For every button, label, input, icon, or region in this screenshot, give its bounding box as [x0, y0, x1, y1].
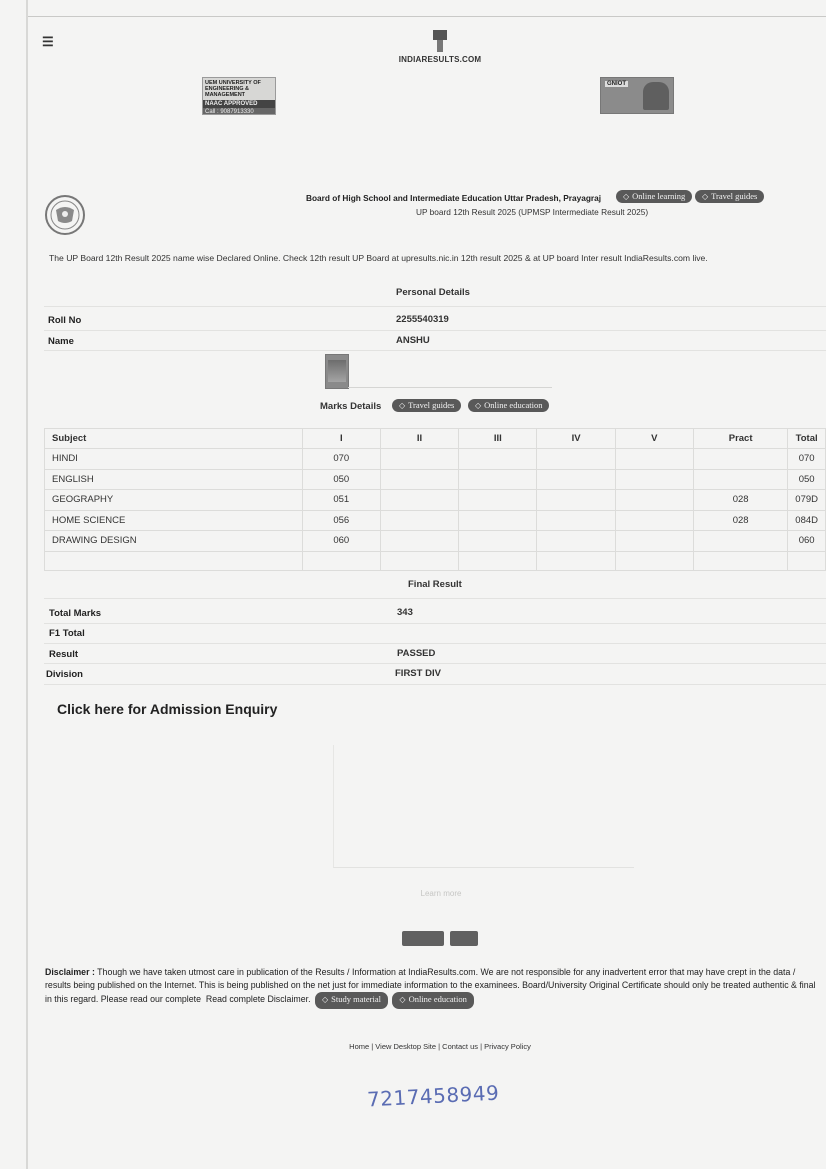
marks-details-title: Marks Details	[320, 401, 382, 412]
tag-icon: ◇	[399, 401, 406, 410]
disclaimer-label: Disclaimer :	[45, 967, 95, 977]
tag-icon: ◇	[399, 995, 406, 1005]
ad-call-number: Call : 9087913330	[203, 108, 275, 115]
ad-box[interactable]	[333, 745, 633, 922]
mark-cell: 056	[302, 510, 380, 531]
travel-guides-label: Travel guides	[711, 191, 758, 201]
division-value: FIRST DIV	[395, 668, 441, 679]
site-logo-mark-icon	[433, 30, 447, 52]
signature-line	[348, 387, 552, 388]
online-learning-label: Online learning	[632, 191, 686, 201]
mark-cell	[380, 490, 458, 511]
result-value: PASSED	[397, 648, 436, 659]
mark-cell	[459, 469, 537, 490]
divider	[44, 350, 826, 351]
mark-cell	[615, 510, 693, 531]
footer-contact-link[interactable]: Contact us	[442, 1042, 479, 1051]
mark-cell	[615, 469, 693, 490]
subject-cell: GEOGRAPHY	[45, 490, 303, 511]
handwritten-phone-number: 7217458949	[366, 1080, 500, 1112]
online-education-link[interactable]	[468, 399, 549, 412]
ad-uem-fullname: UNIVERSITY OF ENGINEERING & MANAGEMENT	[205, 80, 261, 98]
page-edge	[26, 0, 28, 1169]
tag-icon: ◇	[702, 192, 709, 201]
board-subtitle: UP board 12th Result 2025 (UPMSP Intermediate Result 2025)	[416, 207, 649, 217]
divider	[44, 598, 826, 599]
footer-links: Home | View Desktop Site | Contact us | Privacy Policy	[349, 1042, 531, 1051]
divider	[44, 306, 826, 307]
pract-cell	[693, 449, 787, 470]
roll-no-value: 2255540319	[396, 314, 449, 325]
mark-cell	[380, 531, 458, 552]
col-v: V	[615, 429, 693, 449]
total-cell: 050	[788, 469, 826, 490]
ad-gniot-tag: GNIOT	[607, 81, 626, 87]
footer-home-link[interactable]: Home	[349, 1042, 370, 1051]
intro-text: The UP Board 12th Result 2025 name wise Declared Online. Check 12th result UP Board at upresults.nic.in 12th result 2025 & at UP board Inter result IndiaResults.com live.	[49, 253, 708, 263]
hamburger-icon[interactable]: ☰	[42, 34, 54, 49]
learn-more-link[interactable]: Learn more	[420, 889, 462, 898]
online-learning-link[interactable]	[616, 190, 692, 203]
divider	[44, 684, 826, 685]
study-material-link[interactable]	[315, 992, 388, 1008]
mark-cell	[537, 510, 615, 531]
print-button[interactable]	[450, 931, 478, 946]
ad-box-frame	[333, 745, 634, 868]
candidate-photo	[325, 354, 349, 389]
name-label: Name	[48, 336, 74, 347]
travel-guides-link-2[interactable]	[392, 399, 461, 412]
disclaimer-text: Though we have taken utmost care in publication of the Results / Information at IndiaResults.com. We are not responsible for any inadvertent error that may have crept in the data / results being published on the Internet. This is being published on the net just for immediate information to the examinees. Board/University Original Certificate should only be treated authentic & final in this regard. Please read our complete	[45, 967, 816, 1005]
roll-no-label: Roll No	[48, 315, 82, 326]
ad-uem-label: UEM	[205, 80, 218, 86]
marks-header-row	[45, 429, 826, 449]
subject-cell: DRAWING DESIGN	[45, 531, 303, 552]
final-result-title: Final Result	[408, 579, 462, 590]
col-total: Total	[788, 429, 826, 449]
tag-icon: ◇	[475, 401, 482, 410]
site-logo[interactable]: INDIARESULTS.COM	[398, 55, 482, 64]
divider	[44, 623, 826, 624]
ad-banner-left[interactable]	[202, 77, 276, 115]
table-row-empty	[45, 551, 826, 570]
pract-cell: 028	[693, 490, 787, 511]
subject-cell: HOME SCIENCE	[45, 510, 303, 531]
online-education-label-2: Online education	[408, 994, 467, 1005]
table-row	[45, 510, 826, 531]
admission-enquiry-link[interactable]: Click here for Admission Enquiry	[57, 701, 278, 717]
total-cell: 079D	[788, 490, 826, 511]
mark-cell	[615, 531, 693, 552]
divider	[44, 643, 826, 644]
online-education-label: Online education	[484, 400, 543, 410]
mark-cell	[537, 531, 615, 552]
ad-banner-right[interactable]	[600, 77, 674, 114]
online-education-link-2[interactable]	[392, 992, 473, 1008]
top-divider	[28, 16, 826, 17]
mark-cell	[459, 449, 537, 470]
division-label: Division	[46, 669, 83, 680]
subject-cell: HINDI	[45, 449, 303, 470]
table-row	[45, 490, 826, 511]
mark-cell	[537, 490, 615, 511]
col-ii: II	[380, 429, 458, 449]
footer-desktop-link[interactable]: View Desktop Site	[375, 1042, 437, 1051]
marks-table	[44, 428, 826, 571]
mark-cell	[459, 510, 537, 531]
pract-cell: 028	[693, 510, 787, 531]
share-button[interactable]	[402, 931, 444, 946]
name-value: ANSHU	[396, 335, 430, 346]
pract-cell	[693, 531, 787, 552]
col-pract: Pract	[693, 429, 787, 449]
total-marks-value: 343	[397, 607, 413, 618]
col-subject: Subject	[45, 429, 303, 449]
mark-cell	[380, 510, 458, 531]
mark-cell: 051	[302, 490, 380, 511]
divider	[44, 663, 826, 664]
disclaimer	[45, 966, 820, 1009]
total-marks-label: Total Marks	[49, 608, 102, 619]
study-material-label: Study material	[331, 994, 381, 1005]
pract-cell	[693, 469, 787, 490]
divider	[44, 330, 826, 331]
mark-cell: 060	[302, 531, 380, 552]
mark-cell	[615, 490, 693, 511]
mark-cell	[380, 469, 458, 490]
personal-details-title: Personal Details	[396, 287, 470, 298]
read-disclaimer-link[interactable]: Read complete Disclaimer.	[205, 994, 311, 1005]
footer-privacy-link[interactable]: Privacy Policy	[484, 1042, 531, 1051]
col-iii: III	[459, 429, 537, 449]
table-row	[45, 449, 826, 470]
col-i: I	[302, 429, 380, 449]
total-cell: 070	[788, 449, 826, 470]
f1-total-label: F1 Total	[49, 628, 85, 639]
ad-person-image	[643, 82, 669, 110]
mark-cell	[537, 469, 615, 490]
tag-icon: ◇	[623, 192, 630, 201]
travel-guides-link[interactable]	[695, 190, 764, 203]
board-title: Board of High School and Intermediate Education Uttar Pradesh, Prayagraj	[306, 193, 602, 203]
result-label: Result	[49, 649, 79, 660]
subject-cell: ENGLISH	[45, 469, 303, 490]
tag-icon: ◇	[321, 995, 329, 1005]
total-cell: 084D	[788, 510, 826, 531]
total-cell: 060	[788, 531, 826, 552]
mark-cell	[537, 449, 615, 470]
ad-naac-badge: NAAC APPROVED	[203, 100, 275, 108]
mark-cell	[380, 449, 458, 470]
table-row	[45, 469, 826, 490]
mark-cell: 070	[302, 449, 380, 470]
col-iv: IV	[537, 429, 615, 449]
mark-cell	[615, 449, 693, 470]
travel-guides-label-2: Travel guides	[408, 400, 455, 410]
board-seal-icon	[43, 194, 87, 236]
mark-cell	[459, 490, 537, 511]
mark-cell	[459, 531, 537, 552]
table-row	[45, 531, 826, 552]
mark-cell: 050	[302, 469, 380, 490]
